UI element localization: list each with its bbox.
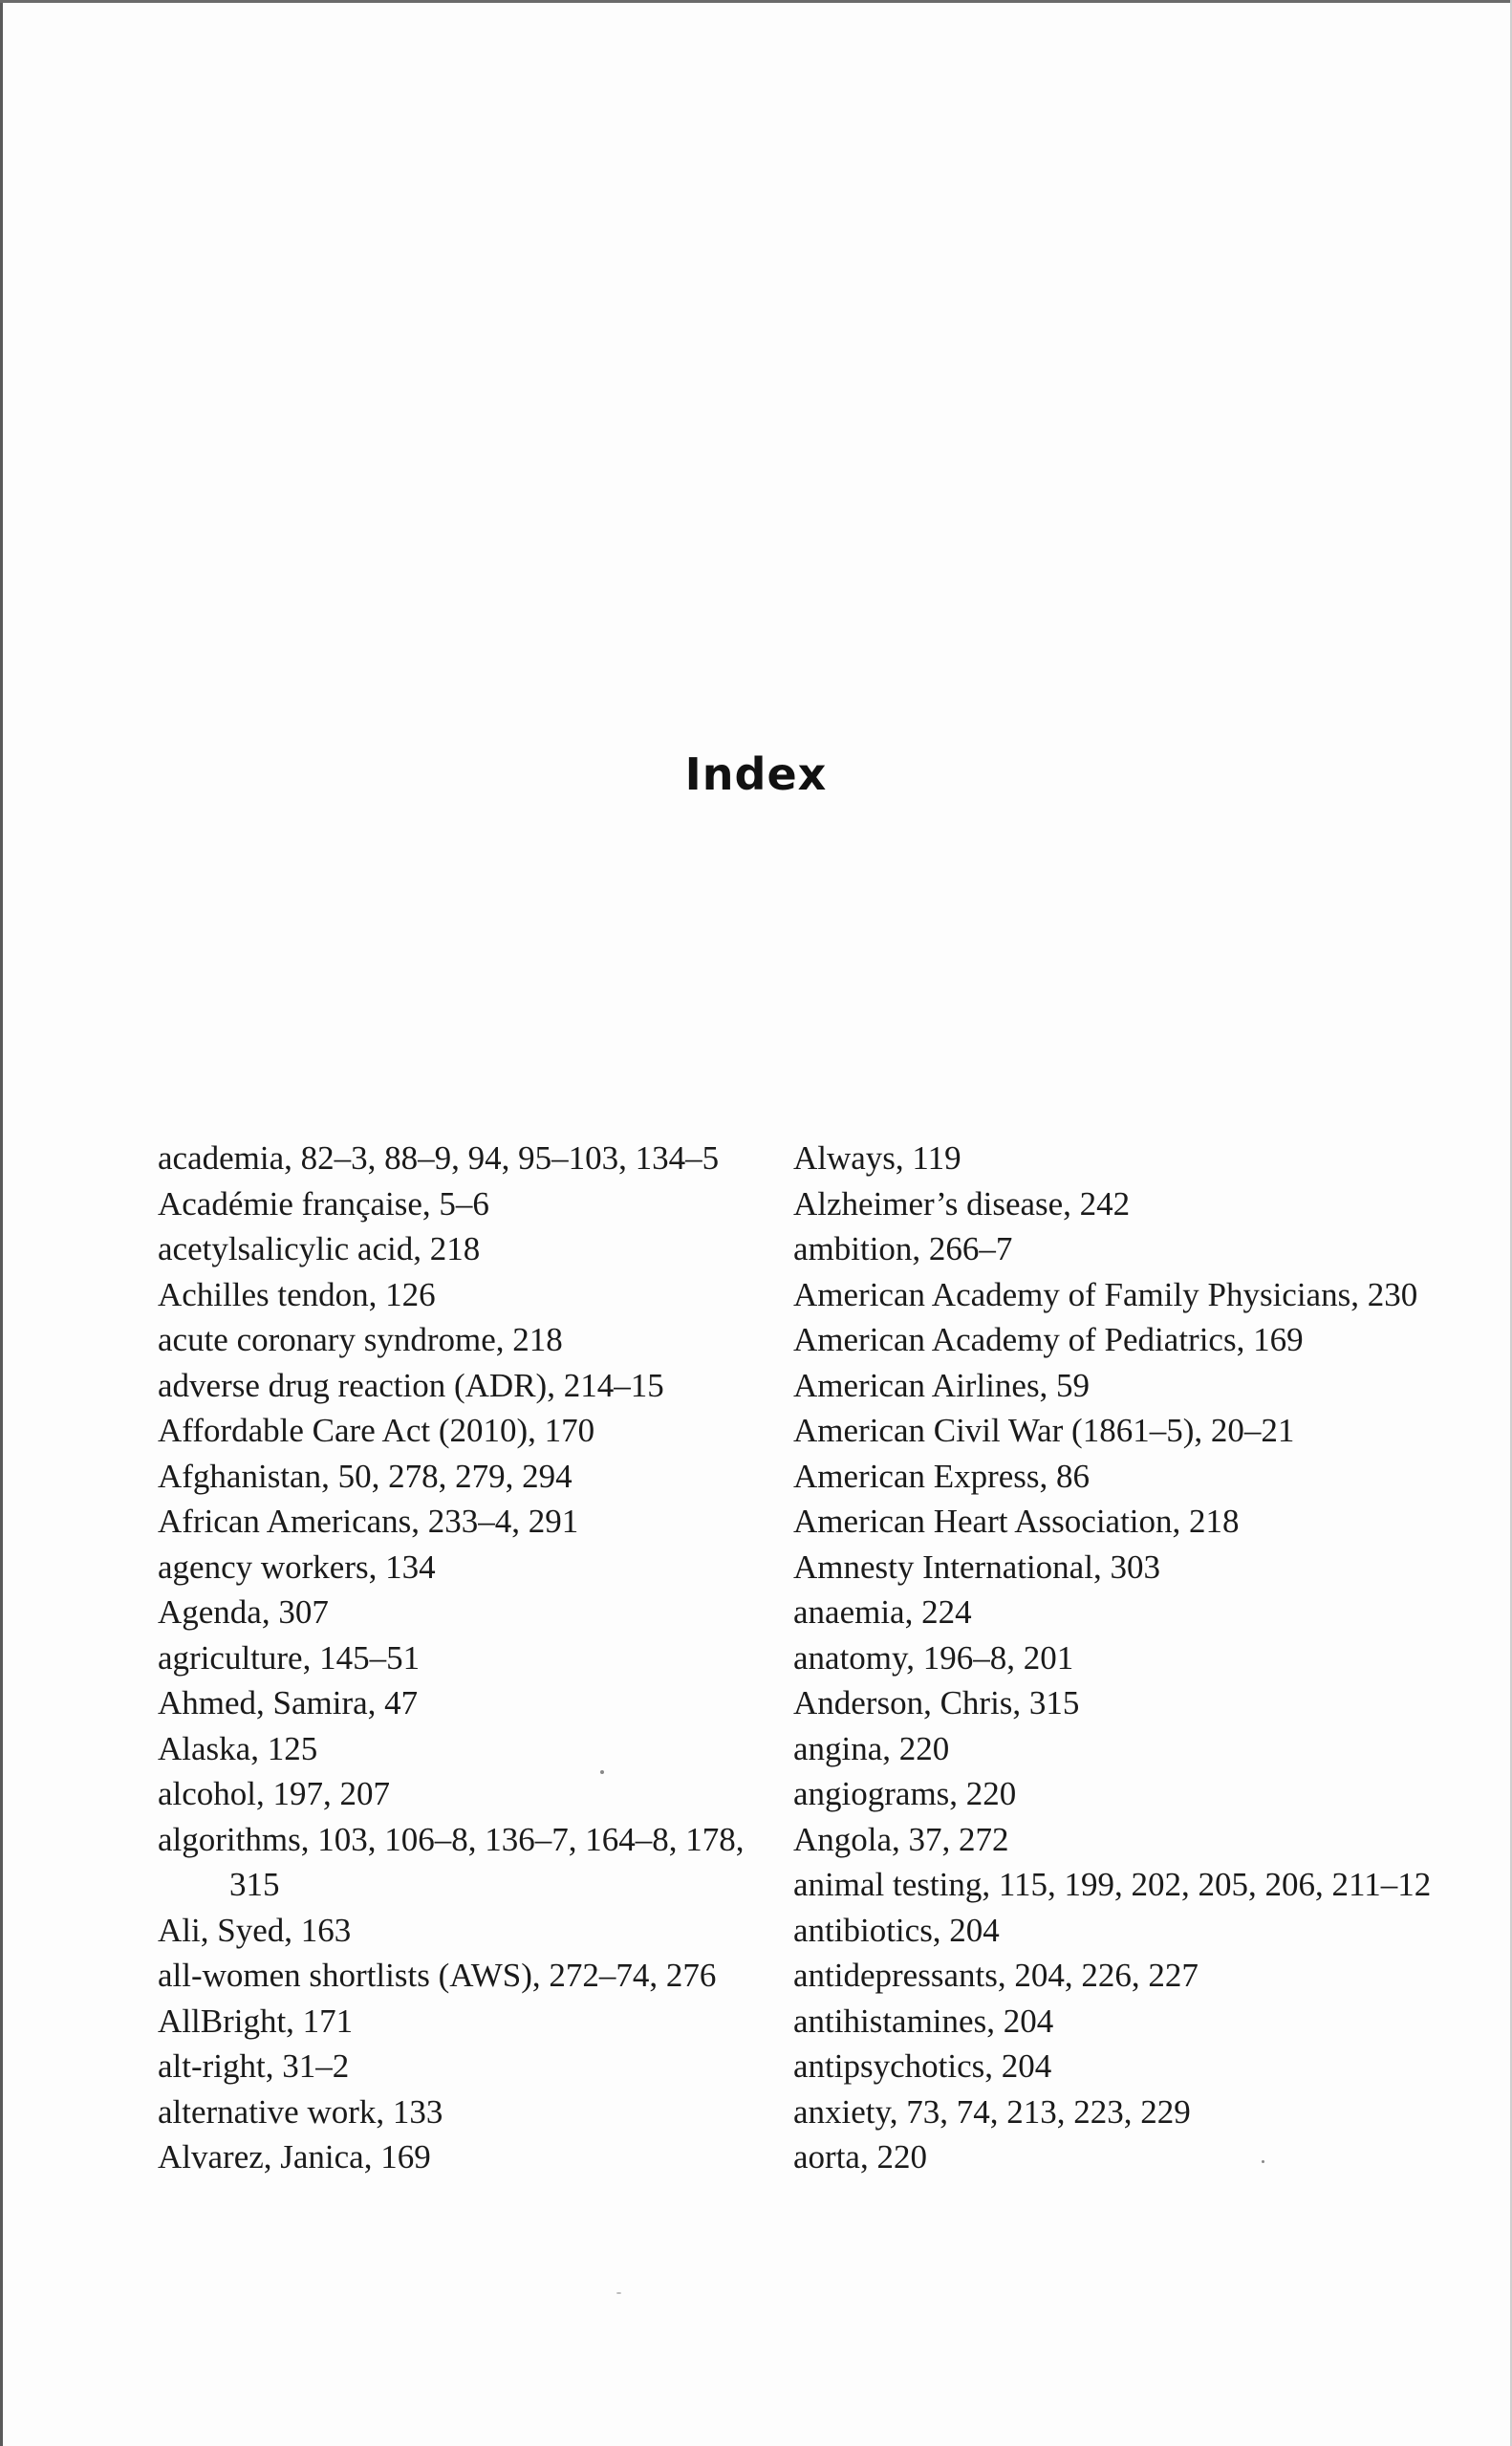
index-entry: African Americans, 233–4, 291 <box>158 1503 579 1540</box>
index-entry: Agenda, 307 <box>158 1593 329 1631</box>
index-entry: alt-right, 31–2 <box>158 2047 350 2085</box>
index-entry: agriculture, 145–51 <box>158 1638 421 1677</box>
index-entry: Anderson, Chris, 315 <box>793 1684 1080 1721</box>
index-entry: all-women shortlists (AWS), 272–74, 276 <box>158 1957 717 1994</box>
index-entry: anatomy, 196–8, 201 <box>793 1638 1074 1677</box>
index-entry: American Civil War (1861–5), 20–21 <box>793 1412 1295 1449</box>
index-entry: antibiotics, 204 <box>793 1911 1000 1949</box>
index-entry: AllBright, 171 <box>158 2002 354 2040</box>
index-entry: Amnesty International, 303 <box>793 1548 1160 1586</box>
index-entry: antihistamines, 204 <box>793 2002 1054 2040</box>
index-entry: Angola, 37, 272 <box>793 1820 1009 1858</box>
index-entry: ambition, 266–7 <box>793 1230 1013 1267</box>
index-entry: Ahmed, Samira, 47 <box>158 1684 419 1721</box>
scan-speck <box>600 1770 604 1774</box>
index-entry: angina, 220 <box>793 1729 950 1767</box>
index-entry: American Academy of Family Physicians, 230 <box>793 1275 1418 1313</box>
index-entry: American Heart Association, 218 <box>793 1503 1240 1540</box>
page-edge-top <box>0 0 1512 3</box>
index-entry: antidepressants, 204, 226, 227 <box>793 1957 1199 1994</box>
index-entry: Académie française, 5–6 <box>158 1184 489 1223</box>
scan-speck <box>1262 2160 1264 2163</box>
index-entry: American Airlines, 59 <box>793 1366 1091 1404</box>
index-entry: anxiety, 73, 74, 213, 223, 229 <box>793 2092 1191 2131</box>
index-entry: Ali, Syed, 163 <box>158 1911 352 1949</box>
index-entry: Afghanistan, 50, 278, 279, 294 <box>158 1457 572 1495</box>
index-entry: aorta, 220 <box>793 2138 927 2175</box>
index-entry: adverse drug reaction (ADR), 214–15 <box>158 1366 664 1404</box>
index-entry: Alaska, 125 <box>158 1729 318 1767</box>
index-entry: anaemia, 224 <box>793 1593 972 1631</box>
index-entry: acetylsalicylic acid, 218 <box>158 1230 481 1267</box>
index-entry: Alzheimer’s disease, 242 <box>793 1184 1131 1223</box>
index-entry: American Academy of Pediatrics, 169 <box>793 1321 1304 1358</box>
index-entry: acute coronary syndrome, 218 <box>158 1321 563 1358</box>
index-entry: alternative work, 133 <box>158 2092 443 2131</box>
index-entry: Achilles tendon, 126 <box>158 1275 436 1313</box>
index-entry: alcohol, 197, 207 <box>158 1775 391 1812</box>
index-entry: Always, 119 <box>793 1139 961 1177</box>
index-entry: algorithms, 103, 106–8, 136–7, 164–8, 178, 315 <box>158 1820 745 1903</box>
scan-speck <box>616 2292 621 2294</box>
index-entry: antipsychotics, 204 <box>793 2047 1052 2085</box>
index-entry: Alvarez, Janica, 169 <box>158 2138 431 2175</box>
page-edge-left <box>0 0 3 2446</box>
page-title: Index <box>684 747 828 800</box>
index-column-left <box>158 1136 769 2180</box>
index-entry: academia, 82–3, 88–9, 94, 95–103, 134–5 <box>158 1139 720 1177</box>
index-entry: animal testing, 115, 199, 202, 205, 206, 211–12 <box>793 1866 1432 1903</box>
index-entry: agency workers, 134 <box>158 1548 436 1586</box>
index-column-right <box>793 1136 1481 2180</box>
index-entry: angiograms, 220 <box>793 1775 1017 1812</box>
index-entry: Affordable Care Act (2010), 170 <box>158 1412 595 1449</box>
index-entry: American Express, 86 <box>793 1457 1091 1495</box>
